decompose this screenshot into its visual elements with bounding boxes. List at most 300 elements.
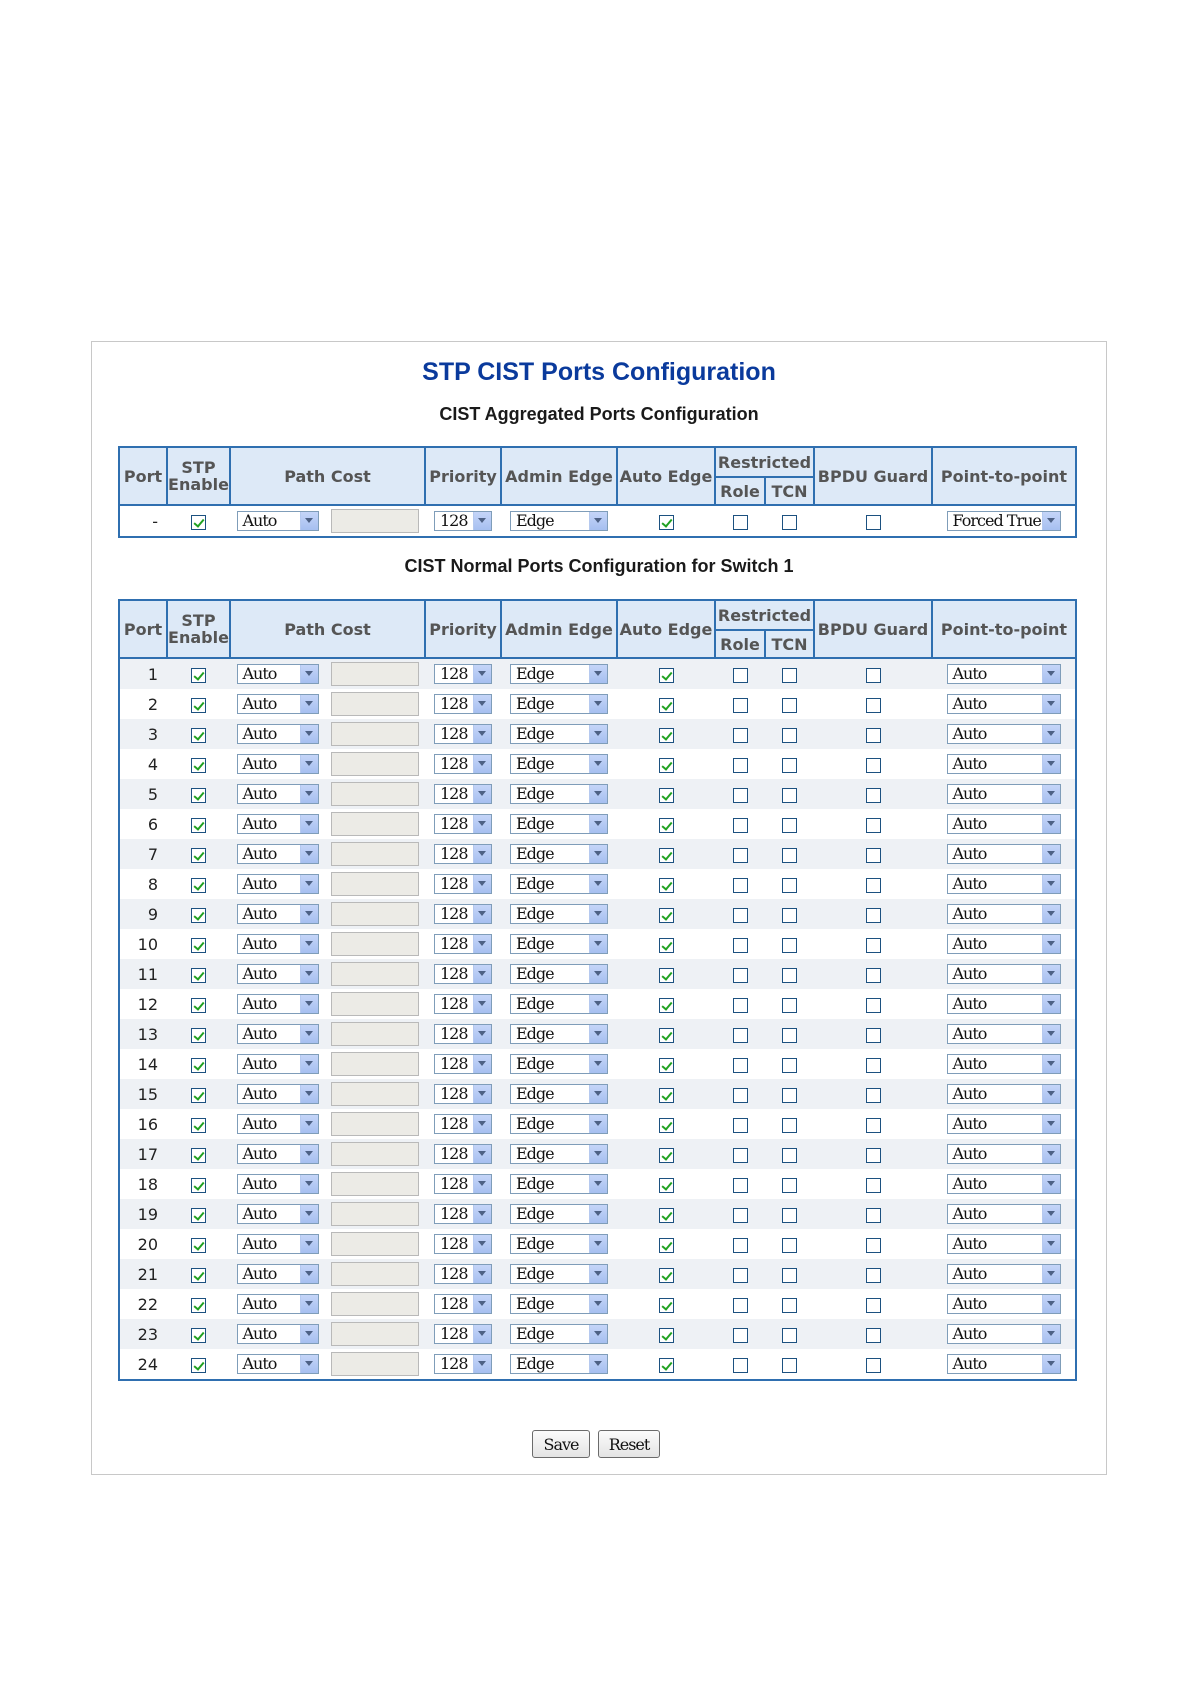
bpdu-guard-checkbox[interactable] [866,1328,881,1343]
path-cost-input[interactable] [331,692,419,716]
priority-select[interactable] [434,1054,492,1074]
auto-edge-checkbox[interactable] [659,728,674,743]
chevron-down-icon[interactable] [1042,755,1060,773]
stp-enable-checkbox[interactable] [191,878,206,893]
admin-edge-select[interactable] [510,1114,608,1134]
restricted-role-checkbox[interactable] [733,1178,748,1193]
admin-edge-select[interactable] [510,1144,608,1164]
auto-edge-checkbox[interactable] [659,1088,674,1103]
restricted-role-checkbox[interactable] [733,1238,748,1253]
restricted-role-checkbox[interactable] [733,938,748,953]
bpdu-guard-checkbox[interactable] [866,998,881,1013]
path-cost-input[interactable] [331,812,419,836]
chevron-down-icon[interactable] [300,1295,318,1313]
stp-enable-checkbox[interactable] [191,1298,206,1313]
priority-select[interactable] [434,1084,492,1104]
restricted-tcn-checkbox[interactable] [782,515,797,530]
bpdu-guard-checkbox[interactable] [866,758,881,773]
chevron-down-icon[interactable] [1042,1355,1060,1373]
chevron-down-icon[interactable] [589,1295,607,1313]
chevron-down-icon[interactable] [473,725,491,743]
admin-edge-select[interactable] [510,1324,608,1344]
chevron-down-icon[interactable] [1042,1085,1060,1103]
stp-enable-checkbox[interactable] [191,515,206,530]
chevron-down-icon[interactable] [589,935,607,953]
stp-enable-checkbox[interactable] [191,1208,206,1223]
chevron-down-icon[interactable] [589,665,607,683]
reset-button[interactable]: Reset [598,1430,660,1458]
restricted-tcn-checkbox[interactable] [782,1268,797,1283]
bpdu-guard-checkbox[interactable] [866,1118,881,1133]
admin-edge-select[interactable] [510,1174,608,1194]
admin-edge-select[interactable] [510,814,608,834]
bpdu-guard-checkbox[interactable] [866,1088,881,1103]
chevron-down-icon[interactable] [589,1055,607,1073]
path-cost-input[interactable] [331,1052,419,1076]
path-cost-select[interactable] [237,1324,319,1344]
auto-edge-checkbox[interactable] [659,998,674,1013]
chevron-down-icon[interactable] [473,905,491,923]
priority-select[interactable] [434,904,492,924]
chevron-down-icon[interactable] [473,1115,491,1133]
chevron-down-icon[interactable] [1042,1205,1060,1223]
chevron-down-icon[interactable] [589,995,607,1013]
bpdu-guard-checkbox[interactable] [866,1358,881,1373]
bpdu-guard-checkbox[interactable] [866,908,881,923]
chevron-down-icon[interactable] [1042,1175,1060,1193]
chevron-down-icon[interactable] [473,1025,491,1043]
auto-edge-checkbox[interactable] [659,668,674,683]
path-cost-input[interactable] [331,509,419,533]
chevron-down-icon[interactable] [589,1325,607,1343]
bpdu-guard-checkbox[interactable] [866,515,881,530]
chevron-down-icon[interactable] [300,695,318,713]
restricted-role-checkbox[interactable] [733,788,748,803]
path-cost-input[interactable] [331,1322,419,1346]
priority-select[interactable] [434,814,492,834]
auto-edge-checkbox[interactable] [659,938,674,953]
chevron-down-icon[interactable] [473,1295,491,1313]
point-to-point-select[interactable] [947,724,1061,744]
chevron-down-icon[interactable] [1042,875,1060,893]
chevron-down-icon[interactable] [589,1265,607,1283]
chevron-down-icon[interactable] [473,845,491,863]
point-to-point-select[interactable] [947,1114,1061,1134]
point-to-point-select[interactable] [947,1264,1061,1284]
chevron-down-icon[interactable] [473,1085,491,1103]
restricted-tcn-checkbox[interactable] [782,1238,797,1253]
restricted-role-checkbox[interactable] [733,1358,748,1373]
stp-enable-checkbox[interactable] [191,1358,206,1373]
admin-edge-select[interactable] [510,1234,608,1254]
chevron-down-icon[interactable] [1042,785,1060,803]
point-to-point-select[interactable] [947,1234,1061,1254]
chevron-down-icon[interactable] [1042,1295,1060,1313]
chevron-down-icon[interactable] [589,1235,607,1253]
restricted-role-checkbox[interactable] [733,998,748,1013]
chevron-down-icon[interactable] [300,905,318,923]
point-to-point-select[interactable] [947,1204,1061,1224]
restricted-tcn-checkbox[interactable] [782,1058,797,1073]
chevron-down-icon[interactable] [300,725,318,743]
chevron-down-icon[interactable] [473,512,491,530]
priority-select[interactable] [434,934,492,954]
path-cost-input[interactable] [331,1172,419,1196]
chevron-down-icon[interactable] [473,755,491,773]
chevron-down-icon[interactable] [1042,1235,1060,1253]
admin-edge-select[interactable] [510,874,608,894]
chevron-down-icon[interactable] [473,1265,491,1283]
priority-select[interactable] [434,1294,492,1314]
chevron-down-icon[interactable] [473,965,491,983]
chevron-down-icon[interactable] [300,815,318,833]
path-cost-select[interactable] [237,1294,319,1314]
point-to-point-select[interactable] [947,964,1061,984]
point-to-point-select[interactable] [947,934,1061,954]
stp-enable-checkbox[interactable] [191,1088,206,1103]
restricted-tcn-checkbox[interactable] [782,938,797,953]
point-to-point-select[interactable] [947,1174,1061,1194]
admin-edge-select[interactable] [510,694,608,714]
path-cost-input[interactable] [331,722,419,746]
chevron-down-icon[interactable] [1042,512,1060,530]
admin-edge-select[interactable] [510,844,608,864]
path-cost-input[interactable] [331,992,419,1016]
path-cost-select[interactable] [237,874,319,894]
restricted-role-checkbox[interactable] [733,758,748,773]
stp-enable-checkbox[interactable] [191,1148,206,1163]
chevron-down-icon[interactable] [589,1025,607,1043]
chevron-down-icon[interactable] [300,512,318,530]
restricted-role-checkbox[interactable] [733,1268,748,1283]
bpdu-guard-checkbox[interactable] [866,938,881,953]
chevron-down-icon[interactable] [1042,1055,1060,1073]
point-to-point-select[interactable] [947,1024,1061,1044]
point-to-point-select[interactable] [947,511,1061,531]
restricted-role-checkbox[interactable] [733,878,748,893]
bpdu-guard-checkbox[interactable] [866,1208,881,1223]
priority-select[interactable] [434,1324,492,1344]
bpdu-guard-checkbox[interactable] [866,878,881,893]
stp-enable-checkbox[interactable] [191,788,206,803]
point-to-point-select[interactable] [947,844,1061,864]
auto-edge-checkbox[interactable] [659,1118,674,1133]
path-cost-input[interactable] [331,902,419,926]
auto-edge-checkbox[interactable] [659,1328,674,1343]
path-cost-select[interactable] [237,724,319,744]
priority-select[interactable] [434,664,492,684]
point-to-point-select[interactable] [947,1084,1061,1104]
priority-select[interactable] [434,1144,492,1164]
admin-edge-select[interactable] [510,1264,608,1284]
chevron-down-icon[interactable] [589,965,607,983]
path-cost-select[interactable] [237,511,319,531]
chevron-down-icon[interactable] [300,1025,318,1043]
chevron-down-icon[interactable] [589,1175,607,1193]
path-cost-select[interactable] [237,844,319,864]
priority-select[interactable] [434,694,492,714]
restricted-tcn-checkbox[interactable] [782,728,797,743]
chevron-down-icon[interactable] [300,1325,318,1343]
chevron-down-icon[interactable] [300,995,318,1013]
auto-edge-checkbox[interactable] [659,1058,674,1073]
path-cost-select[interactable] [237,1024,319,1044]
priority-select[interactable] [434,1174,492,1194]
restricted-role-checkbox[interactable] [733,1298,748,1313]
point-to-point-select[interactable] [947,694,1061,714]
chevron-down-icon[interactable] [1042,725,1060,743]
admin-edge-select[interactable] [510,994,608,1014]
priority-select[interactable] [434,754,492,774]
auto-edge-checkbox[interactable] [659,1208,674,1223]
point-to-point-select[interactable] [947,814,1061,834]
restricted-tcn-checkbox[interactable] [782,1178,797,1193]
point-to-point-select[interactable] [947,754,1061,774]
bpdu-guard-checkbox[interactable] [866,668,881,683]
admin-edge-select[interactable] [510,964,608,984]
chevron-down-icon[interactable] [589,1205,607,1223]
restricted-tcn-checkbox[interactable] [782,1328,797,1343]
path-cost-select[interactable] [237,1264,319,1284]
auto-edge-checkbox[interactable] [659,515,674,530]
chevron-down-icon[interactable] [589,815,607,833]
priority-select[interactable] [434,874,492,894]
path-cost-select[interactable] [237,1144,319,1164]
priority-select[interactable] [434,1264,492,1284]
point-to-point-select[interactable] [947,1354,1061,1374]
bpdu-guard-checkbox[interactable] [866,1028,881,1043]
restricted-role-checkbox[interactable] [733,515,748,530]
chevron-down-icon[interactable] [300,1355,318,1373]
restricted-role-checkbox[interactable] [733,1058,748,1073]
path-cost-select[interactable] [237,1204,319,1224]
path-cost-input[interactable] [331,1352,419,1376]
chevron-down-icon[interactable] [589,875,607,893]
stp-enable-checkbox[interactable] [191,728,206,743]
stp-enable-checkbox[interactable] [191,968,206,983]
path-cost-input[interactable] [331,1202,419,1226]
admin-edge-select[interactable] [510,1054,608,1074]
chevron-down-icon[interactable] [300,785,318,803]
restricted-tcn-checkbox[interactable] [782,848,797,863]
admin-edge-select[interactable] [510,1354,608,1374]
auto-edge-checkbox[interactable] [659,698,674,713]
point-to-point-select[interactable] [947,874,1061,894]
restricted-tcn-checkbox[interactable] [782,1208,797,1223]
chevron-down-icon[interactable] [473,1145,491,1163]
restricted-role-checkbox[interactable] [733,1088,748,1103]
restricted-role-checkbox[interactable] [733,728,748,743]
chevron-down-icon[interactable] [1042,995,1060,1013]
priority-select[interactable] [434,1234,492,1254]
restricted-role-checkbox[interactable] [733,668,748,683]
admin-edge-select[interactable] [510,934,608,954]
admin-edge-select[interactable] [510,784,608,804]
chevron-down-icon[interactable] [473,665,491,683]
chevron-down-icon[interactable] [473,815,491,833]
path-cost-select[interactable] [237,1174,319,1194]
path-cost-select[interactable] [237,1354,319,1374]
path-cost-select[interactable] [237,994,319,1014]
bpdu-guard-checkbox[interactable] [866,1058,881,1073]
chevron-down-icon[interactable] [1042,815,1060,833]
priority-select[interactable] [434,511,492,531]
bpdu-guard-checkbox[interactable] [866,1178,881,1193]
bpdu-guard-checkbox[interactable] [866,968,881,983]
stp-enable-checkbox[interactable] [191,1238,206,1253]
admin-edge-select[interactable] [510,754,608,774]
auto-edge-checkbox[interactable] [659,1298,674,1313]
chevron-down-icon[interactable] [300,845,318,863]
path-cost-input[interactable] [331,932,419,956]
stp-enable-checkbox[interactable] [191,1178,206,1193]
priority-select[interactable] [434,994,492,1014]
admin-edge-select[interactable] [510,1024,608,1044]
stp-enable-checkbox[interactable] [191,1058,206,1073]
chevron-down-icon[interactable] [589,755,607,773]
chevron-down-icon[interactable] [473,1175,491,1193]
chevron-down-icon[interactable] [1042,905,1060,923]
point-to-point-select[interactable] [947,1144,1061,1164]
restricted-tcn-checkbox[interactable] [782,878,797,893]
restricted-role-checkbox[interactable] [733,1148,748,1163]
restricted-tcn-checkbox[interactable] [782,998,797,1013]
chevron-down-icon[interactable] [473,785,491,803]
chevron-down-icon[interactable] [300,1175,318,1193]
chevron-down-icon[interactable] [473,1055,491,1073]
chevron-down-icon[interactable] [1042,695,1060,713]
path-cost-select[interactable] [237,814,319,834]
priority-select[interactable] [434,844,492,864]
admin-edge-select[interactable] [510,1204,608,1224]
stp-enable-checkbox[interactable] [191,698,206,713]
chevron-down-icon[interactable] [589,725,607,743]
restricted-role-checkbox[interactable] [733,698,748,713]
priority-select[interactable] [434,964,492,984]
point-to-point-select[interactable] [947,1294,1061,1314]
chevron-down-icon[interactable] [1042,1025,1060,1043]
admin-edge-select[interactable] [510,1294,608,1314]
chevron-down-icon[interactable] [1042,1265,1060,1283]
chevron-down-icon[interactable] [473,1235,491,1253]
chevron-down-icon[interactable] [300,965,318,983]
chevron-down-icon[interactable] [300,665,318,683]
bpdu-guard-checkbox[interactable] [866,698,881,713]
chevron-down-icon[interactable] [300,1205,318,1223]
chevron-down-icon[interactable] [300,1265,318,1283]
auto-edge-checkbox[interactable] [659,878,674,893]
path-cost-select[interactable] [237,1234,319,1254]
stp-enable-checkbox[interactable] [191,668,206,683]
chevron-down-icon[interactable] [589,1355,607,1373]
stp-enable-checkbox[interactable] [191,758,206,773]
chevron-down-icon[interactable] [589,1085,607,1103]
priority-select[interactable] [434,1204,492,1224]
stp-enable-checkbox[interactable] [191,848,206,863]
restricted-role-checkbox[interactable] [733,1028,748,1043]
chevron-down-icon[interactable] [300,935,318,953]
chevron-down-icon[interactable] [589,905,607,923]
chevron-down-icon[interactable] [473,935,491,953]
point-to-point-select[interactable] [947,784,1061,804]
stp-enable-checkbox[interactable] [191,1268,206,1283]
path-cost-input[interactable] [331,662,419,686]
restricted-tcn-checkbox[interactable] [782,1148,797,1163]
chevron-down-icon[interactable] [473,1355,491,1373]
point-to-point-select[interactable] [947,904,1061,924]
bpdu-guard-checkbox[interactable] [866,1148,881,1163]
stp-enable-checkbox[interactable] [191,1028,206,1043]
restricted-role-checkbox[interactable] [733,818,748,833]
point-to-point-select[interactable] [947,1324,1061,1344]
path-cost-input[interactable] [331,962,419,986]
stp-enable-checkbox[interactable] [191,1328,206,1343]
path-cost-select[interactable] [237,1054,319,1074]
bpdu-guard-checkbox[interactable] [866,1238,881,1253]
chevron-down-icon[interactable] [473,695,491,713]
path-cost-select[interactable] [237,964,319,984]
chevron-down-icon[interactable] [589,785,607,803]
path-cost-input[interactable] [331,872,419,896]
path-cost-select[interactable] [237,934,319,954]
bpdu-guard-checkbox[interactable] [866,1298,881,1313]
stp-enable-checkbox[interactable] [191,818,206,833]
restricted-tcn-checkbox[interactable] [782,1088,797,1103]
chevron-down-icon[interactable] [1042,1325,1060,1343]
chevron-down-icon[interactable] [589,845,607,863]
priority-select[interactable] [434,1354,492,1374]
restricted-tcn-checkbox[interactable] [782,1118,797,1133]
bpdu-guard-checkbox[interactable] [866,728,881,743]
admin-edge-select[interactable] [510,904,608,924]
path-cost-select[interactable] [237,754,319,774]
path-cost-select[interactable] [237,694,319,714]
auto-edge-checkbox[interactable] [659,1148,674,1163]
chevron-down-icon[interactable] [300,755,318,773]
path-cost-input[interactable] [331,1022,419,1046]
path-cost-input[interactable] [331,842,419,866]
stp-enable-checkbox[interactable] [191,938,206,953]
chevron-down-icon[interactable] [473,875,491,893]
path-cost-input[interactable] [331,752,419,776]
auto-edge-checkbox[interactable] [659,848,674,863]
restricted-role-checkbox[interactable] [733,908,748,923]
restricted-tcn-checkbox[interactable] [782,758,797,773]
chevron-down-icon[interactable] [1042,965,1060,983]
admin-edge-select[interactable] [510,1084,608,1104]
point-to-point-select[interactable] [947,1054,1061,1074]
bpdu-guard-checkbox[interactable] [866,848,881,863]
restricted-role-checkbox[interactable] [733,1118,748,1133]
restricted-tcn-checkbox[interactable] [782,1298,797,1313]
restricted-tcn-checkbox[interactable] [782,668,797,683]
chevron-down-icon[interactable] [473,1205,491,1223]
auto-edge-checkbox[interactable] [659,1268,674,1283]
point-to-point-select[interactable] [947,994,1061,1014]
path-cost-select[interactable] [237,784,319,804]
priority-select[interactable] [434,784,492,804]
auto-edge-checkbox[interactable] [659,818,674,833]
bpdu-guard-checkbox[interactable] [866,1268,881,1283]
chevron-down-icon[interactable] [300,1145,318,1163]
chevron-down-icon[interactable] [300,1055,318,1073]
restricted-tcn-checkbox[interactable] [782,698,797,713]
chevron-down-icon[interactable] [589,695,607,713]
auto-edge-checkbox[interactable] [659,1358,674,1373]
auto-edge-checkbox[interactable] [659,1028,674,1043]
chevron-down-icon[interactable] [589,1145,607,1163]
chevron-down-icon[interactable] [1042,845,1060,863]
